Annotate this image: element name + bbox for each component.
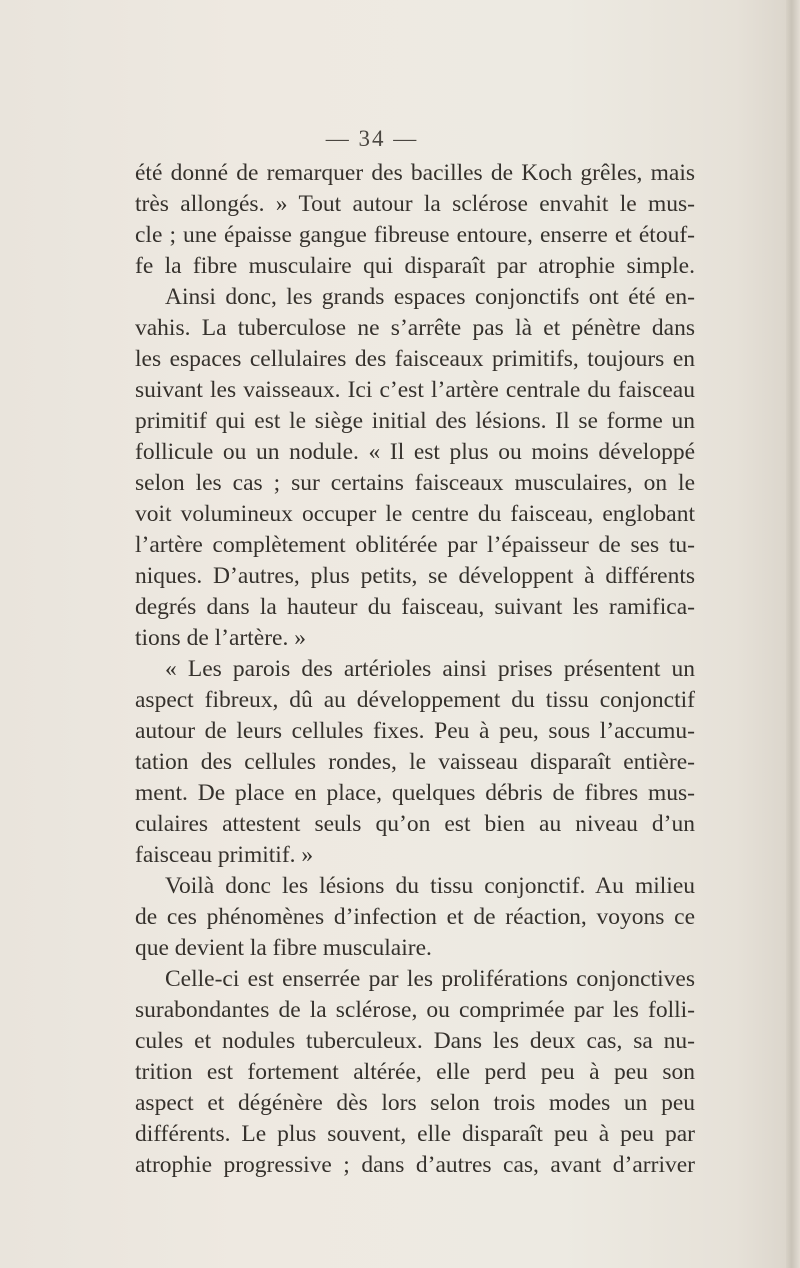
text-line: follicule ou un nodule. « Il est plus ou moins développé (135, 439, 695, 465)
text-line: Voilà donc les lésions du tissu conjonctif. Au milieu (165, 873, 695, 899)
text-line: été donné de remarquer des bacilles de Koch grêles, mais (135, 160, 695, 186)
text-line: très allongés. » Tout autour la sclérose envahit le mus- (135, 191, 695, 217)
text-line: cle ; une épaisse gangue fibreuse entoure, enserre et étouf- (135, 222, 695, 248)
text-line: « Les parois des artérioles ainsi prises présentent un (165, 656, 695, 682)
text-line: selon les cas ; sur certains faisceaux musculaires, on le (135, 470, 695, 496)
text-line: atrophie progressive ; dans d’autres cas, avant d’arriver (135, 1152, 695, 1178)
text-line: trition est fortement altérée, elle perd peu à peu son (135, 1059, 695, 1085)
text-line: vahis. La tuberculose ne s’arrête pas là et pénètre dans (135, 315, 695, 341)
body-text (135, 158, 695, 1181)
text-line: voit volumineux occuper le centre du faisceau, englobant (135, 501, 695, 527)
text-line: les espaces cellulaires des faisceaux primitifs, toujours en (135, 346, 695, 372)
text-line: primitif qui est le siège initial des lésions. Il se forme un (135, 408, 695, 434)
text-line: autour de leurs cellules fixes. Peu à peu, sous l’accumu- (135, 718, 695, 744)
text-line: fe la fibre musculaire qui disparaît par atrophie simple. (135, 253, 695, 279)
text-line: cules et nodules tuberculeux. Dans les deux cas, sa nu- (135, 1028, 695, 1054)
text-line: niques. D’autres, plus petits, se développent à différents (135, 563, 695, 589)
text-line: de ces phénomènes d’infection et de réaction, voyons ce (135, 904, 695, 930)
text-line: Ainsi donc, les grands espaces conjonctifs ont été en- (165, 284, 695, 310)
text-line: tions de l’artère. » (135, 625, 306, 651)
text-line: ment. De place en place, quelques débris de fibres mus- (135, 780, 695, 806)
text-line: tation des cellules rondes, le vaisseau disparaît entière- (135, 749, 695, 775)
text-line: que devient la fibre musculaire. (135, 935, 432, 961)
page-number: — 34 — (325, 126, 419, 151)
text-line: Celle-ci est enserrée par les proliférations conjonctives (165, 966, 695, 992)
text-line: degrés dans la hauteur du faisceau, suivant les ramifica- (135, 594, 695, 620)
text-line: différents. Le plus souvent, elle disparaît peu à peu par (135, 1121, 695, 1147)
text-line: aspect fibreux, dû au développement du tissu conjonctif (135, 687, 695, 713)
text-line: aspect et dégénère dès lors selon trois modes un peu (135, 1090, 695, 1116)
text-line: faisceau primitif. » (135, 842, 314, 868)
text-line: suivant les vaisseaux. Ici c’est l’artère centrale du faisceau (135, 377, 695, 403)
text-line: culaires attestent seuls qu’on est bien au niveau d’un (135, 811, 695, 837)
text-line: l’artère complètement oblitérée par l’épaisseur de ses tu- (135, 532, 695, 558)
page-edge (786, 0, 800, 1268)
text-line: surabondantes de la sclérose, ou comprimée par les folli- (135, 997, 695, 1023)
